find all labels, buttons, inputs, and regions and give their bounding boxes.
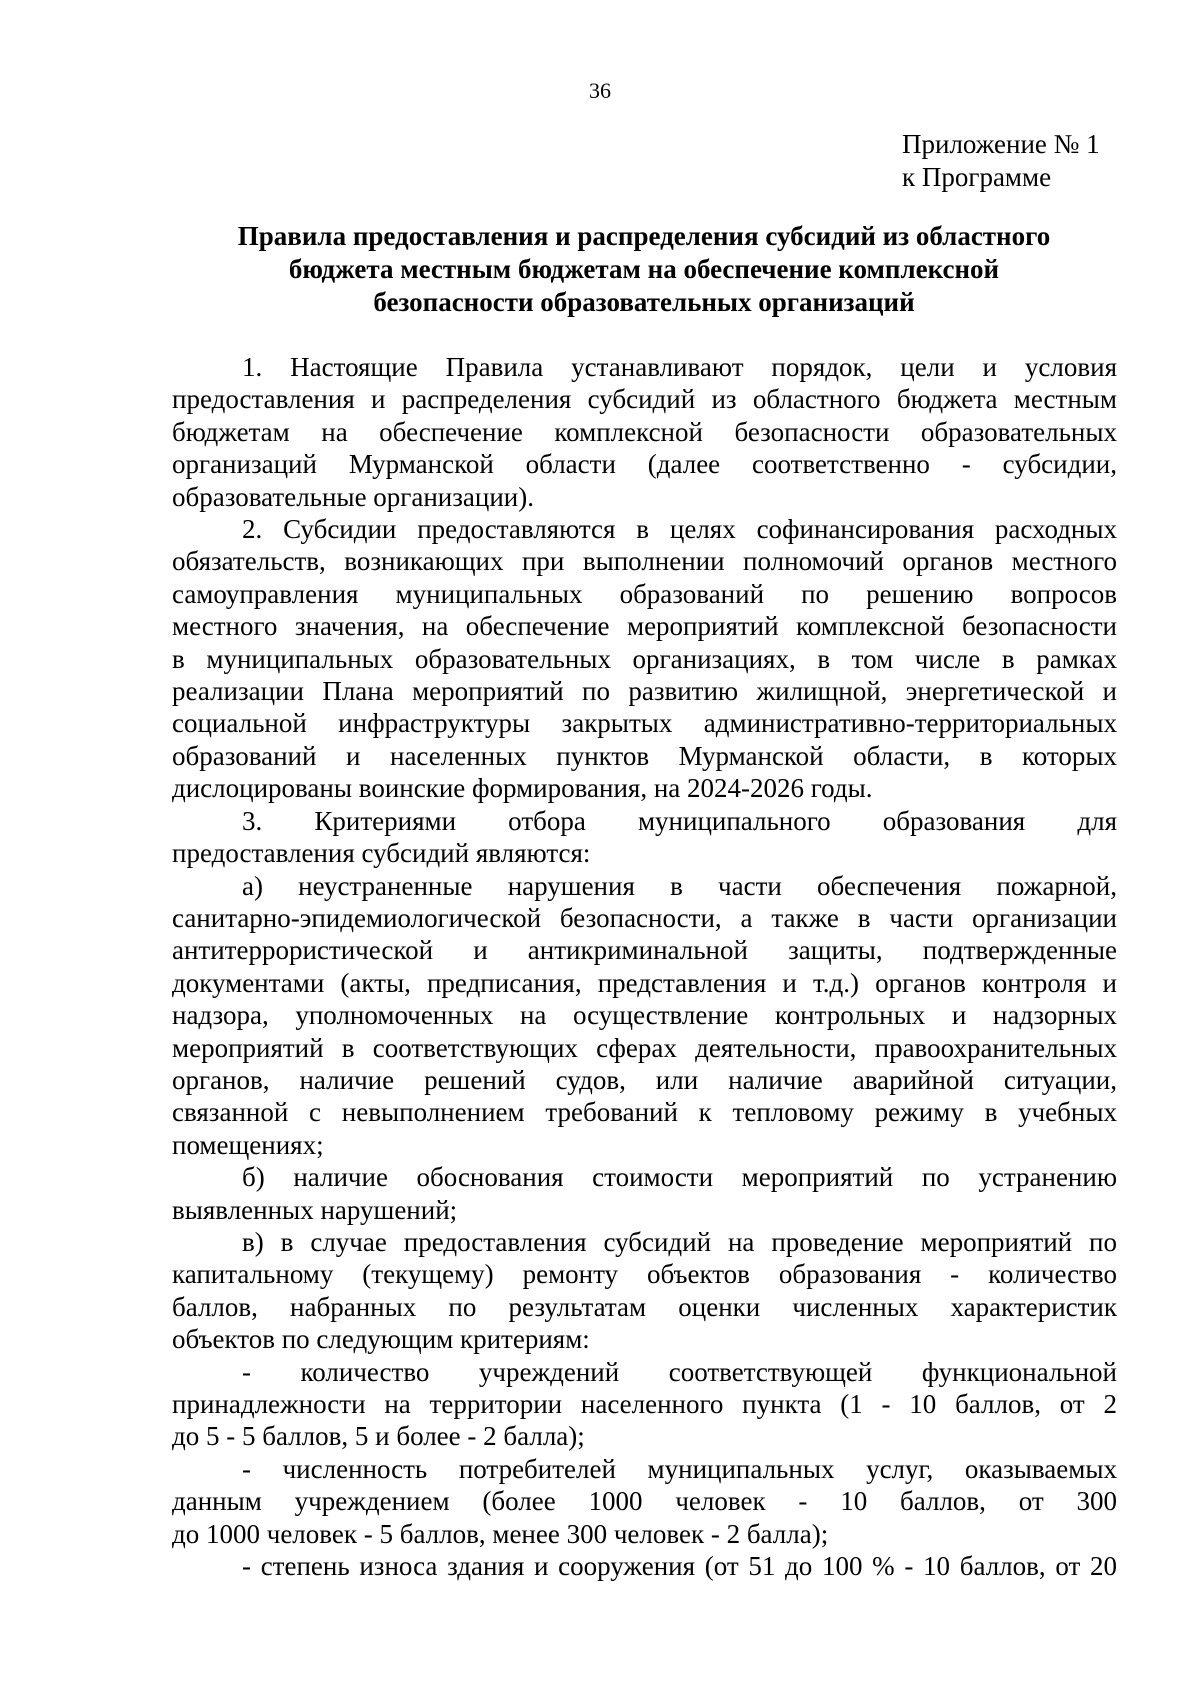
text-line: образований и населенных пунктов Мурманской области, в которых: [172, 740, 1117, 771]
text-line: до 1000 человек - 5 баллов, менее 300 человек - 2 балла);: [172, 1518, 829, 1549]
paragraph-2: [172, 513, 1117, 805]
text-line: бюджетам на обеспечение комплексной безопасности образовательных: [172, 416, 1117, 447]
text-line: - количество учреждений соответствующей функциональной: [242, 1356, 1117, 1387]
page-number: 36: [589, 78, 611, 103]
document-body: [172, 351, 1117, 1582]
text-line: связанной с невыполнением требований к тепловому режиму в учебных: [172, 1097, 1117, 1128]
text-line: самоуправления муниципальных образований по решению вопросов: [172, 578, 1117, 609]
text-line: органов, наличие решений судов, или наличие аварийной ситуации,: [172, 1064, 1117, 1095]
text-line: документами (акты, предписания, представления и т.д.) органов контроля и: [172, 967, 1117, 998]
text-line: антитеррористической и антикриминальной защиты, подтвержденные: [172, 935, 1117, 966]
criterion-institutions-count: [172, 1356, 1117, 1453]
text-line: реализации Плана мероприятий по развитию жилищной, энергетической и: [172, 676, 1117, 707]
text-line: баллов, набранных по результатам оценки численных характеристик: [172, 1291, 1117, 1322]
paragraph-3: [172, 805, 1117, 870]
title-line: бюджета местным бюджетам на обеспечение комплексной: [288, 254, 1000, 284]
appendix-reference: [902, 128, 1100, 194]
text-line: 3. Критериями отбора муниципального образования для: [242, 805, 1117, 836]
text-line: принадлежности на территории населенного пункта (1 - 10 баллов, от 2: [172, 1389, 1117, 1419]
text-line: данным учреждением (более 1000 человек - 10 баллов, от 300: [172, 1486, 1117, 1517]
title-line: безопасности образовательных организаций: [373, 287, 915, 317]
text-line: в) в случае предоставления субсидий на проведение мероприятий по: [242, 1226, 1117, 1257]
text-line: помещениях;: [172, 1129, 324, 1160]
text-line: до 5 - 5 баллов, 5 и более - 2 балла);: [172, 1421, 585, 1452]
appendix-line: Приложение № 1: [902, 129, 1100, 159]
appendix-line: к Программе: [902, 162, 1052, 192]
text-line: - численность потребителей муниципальных услуг, оказываемых: [242, 1453, 1117, 1484]
criterion-building-wear: [172, 1550, 1117, 1582]
document-title: [172, 220, 1116, 319]
text-line: социальной инфраструктуры закрытых административно-территориальных: [172, 708, 1117, 739]
text-line: санитарно-эпидемиологической безопасности, а также в части организации: [172, 902, 1117, 933]
text-line: организаций Мурманской области (далее соответственно - субсидии,: [172, 449, 1117, 480]
paragraph-3v: [172, 1226, 1117, 1356]
text-line: обязательств, возникающих при выполнении полномочий органов местного: [172, 546, 1117, 577]
text-line: дислоцированы воинские формирования, на 2024-2026 годы.: [172, 773, 873, 804]
text-line: а) неустраненные нарушения в части обеспечения пожарной,: [242, 870, 1117, 901]
text-line: - степень износа здания и сооружения (от 51 до 100 % - 10 баллов, от 20: [242, 1551, 1117, 1582]
text-line: надзора, уполномоченных на осуществление контрольных и надзорных: [172, 1000, 1117, 1031]
text-line: 1. Настоящие Правила устанавливают порядок, цели и условия: [242, 352, 1117, 382]
paragraph-1: [172, 351, 1117, 513]
criterion-consumers-count: [172, 1453, 1117, 1550]
text-line: предоставления субсидий являются:: [172, 838, 591, 869]
text-line: местного значения, на обеспечение мероприятий комплексной безопасности: [172, 611, 1117, 642]
text-line: в муниципальных образовательных организациях, в том числе в рамках: [172, 643, 1117, 674]
paragraph-3a: [172, 870, 1117, 1162]
text-line: образовательные организации).: [172, 481, 534, 512]
text-line: 2. Субсидии предоставляются в целях софинансирования расходных: [242, 514, 1117, 545]
text-line: мероприятий в соответствующих сферах деятельности, правоохранительных: [172, 1032, 1117, 1063]
text-line: предоставления и распределения субсидий из областного бюджета местным: [172, 384, 1117, 415]
text-line: объектов по следующим критериям:: [172, 1324, 590, 1355]
text-line: выявленных нарушений;: [172, 1194, 458, 1225]
paragraph-3b: [172, 1161, 1117, 1226]
title-line: Правила предоставления и распределения субсидий из областного: [237, 221, 1051, 251]
text-line: б) наличие обоснования стоимости мероприятий по устранению: [242, 1162, 1117, 1193]
text-line: капитальному (текущему) ремонту объектов образования - количество: [172, 1259, 1117, 1290]
